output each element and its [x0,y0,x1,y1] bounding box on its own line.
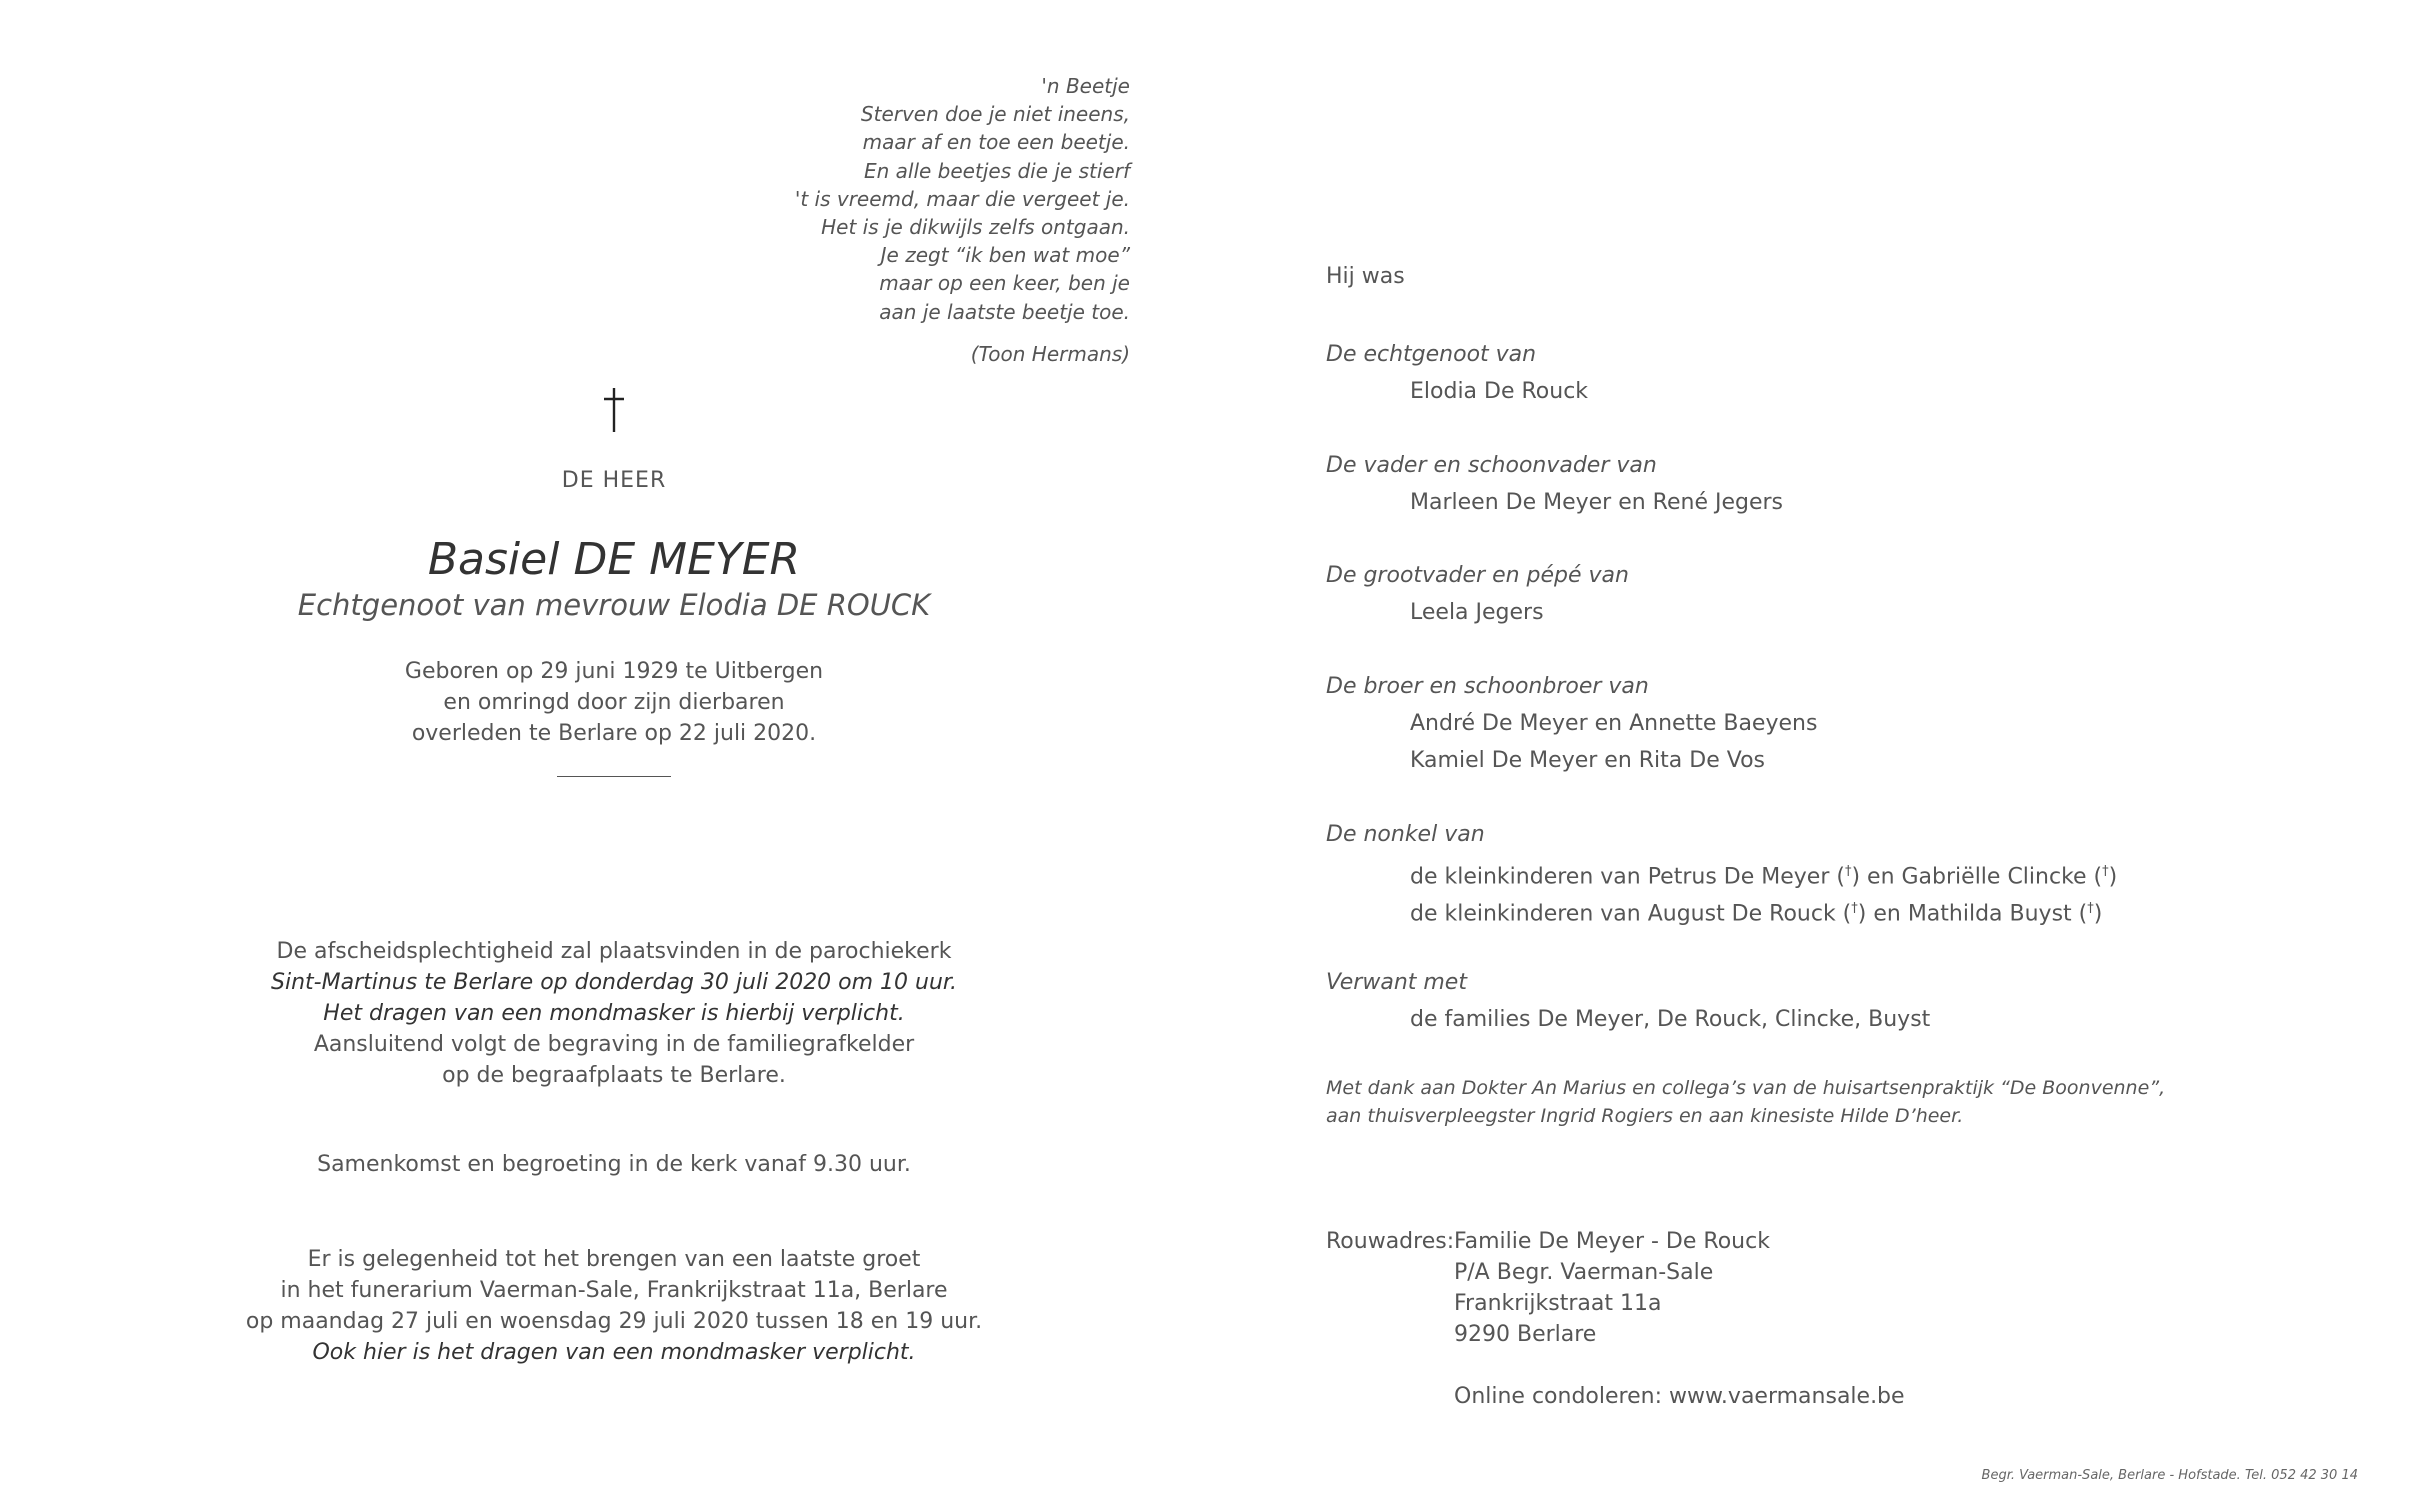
ceremony-info [214,936,1014,1091]
thanks-line: Met dank aan Dokter An Marius en collega’s van de huisartsenpraktijk “De Boonvenne”, [1326,1077,2166,1099]
honorific: DE HEER [561,468,667,493]
birth-line: overleden te Berlare op 22 juli 2020. [411,721,817,746]
thanks-note [1326,1074,2326,1130]
poem-line: Je zegt “ik ben wat moe” [880,243,1130,268]
family-section [1326,447,2326,522]
family-role: De grootvader en pépé van [1326,563,1629,588]
family-role: De vader en schoonvader van [1326,452,1657,478]
poem-line: Sterven doe je niet ineens, [860,102,1130,127]
family-role: Verwant met [1326,969,1467,995]
ceremony-date: Sint-Martinus te Berlare op donderdag 30 juli 2020 om 10 uur. [271,970,957,995]
dagger-icon: † [2102,863,2109,879]
spouse-line: Echtgenoot van mevrouw Elodia DE ROUCK [297,588,931,622]
visit-mask-notice: Ook hier is het dragen van een mondmasker verplicht. [312,1340,916,1365]
family-person: André De Meyer en Annette Baeyens [1410,710,1818,736]
birth-line: Geboren op 29 juni 1929 te Uitbergen [404,659,824,684]
divider [557,776,671,777]
address-line: P/A Begr. Vaerman-Sale [1454,1260,1714,1285]
family-intro: Hij was [1326,264,1405,289]
poem-author: (Toon Hermans) [970,341,1130,366]
birth-line: en omringd door zijn dierbaren [443,690,785,715]
poem-line: maar op een keer, ben je [879,271,1130,296]
thanks-line: aan thuisverpleegster Ingrid Rogiers en aan kinesiste Hilde D’heer. [1326,1105,1964,1127]
dagger-icon: † [1844,863,1852,879]
visit-line: op maandag 27 juli en woensdag 29 juli 2020 tussen 18 en 19 uur. [245,1309,983,1334]
family-role: De echtgenoot van [1326,342,1537,367]
poem-line: aan je laatste beetje toe. [879,299,1130,324]
deceased-name: Basiel DE MEYER [427,534,801,585]
online-condolence: Online condoleren: www.vaermansale.be [1454,1384,1905,1409]
family-list [1326,262,2326,1038]
address-line: Frankrijkstraat 11a [1454,1291,1662,1316]
family-person: de families De Meyer, De Rouck, Clincke, Buyst [1410,1006,1931,1032]
ceremony-line: De afscheidsplechtigheid zal plaatsvinden in de parochiekerk [276,939,952,964]
family-person: de kleinkinderen van Petrus De Meyer (†) en Gabriëlle Clincke (†) [1410,863,2118,889]
dagger-icon: † [1851,901,1858,916]
family-section [1326,336,2326,411]
dagger-icon: † [2087,901,2094,916]
visit-info [214,1244,1014,1368]
address-label: Rouwadres: [1326,1229,1455,1254]
poem-line: 't is vreemd, maar die vergeet je. [794,186,1130,211]
poem-line: maar af en toe een beetje. [862,130,1130,155]
ceremony-line: Aansluitend volgt de begraving in de familiegrafkelder [313,1032,915,1057]
address-line: Familie De Meyer - De Rouck [1454,1229,1770,1254]
poem-line: 'n Beetje [1041,74,1130,98]
poem-line: Het is je dikwijls zelfs ontgaan. [821,215,1130,240]
family-person: Kamiel De Meyer en Rita De Vos [1410,748,1765,773]
mourning-address [1326,1226,2226,1412]
birth-death-info [264,656,964,749]
ceremony-line: op de begraafplaats te Berlare. [442,1063,786,1088]
family-person: Elodia De Rouck [1410,379,1589,404]
meeting-info: Samenkomst en begroeting in de kerk vanaf 9.30 uur. [317,1152,911,1177]
poem [700,72,1130,368]
family-role: De nonkel van [1326,821,1485,847]
address-line: 9290 Berlare [1454,1322,1597,1347]
family-person: Leela Jegers [1410,600,1544,625]
cross-icon [594,386,634,434]
family-section [1326,668,2326,780]
poem-line: En alle beetjes die je stierf [863,158,1130,183]
mask-notice: Het dragen van een mondmasker is hierbij verplicht. [323,1001,905,1026]
family-person: de kleinkinderen van August De Rouck (†) en Mathilda Buyst (†) [1410,901,2103,927]
family-section [1326,964,2326,1039]
family-section [1326,816,2326,928]
funeral-home-footer: Begr. Vaerman-Sale, Berlare - Hofstade. Tel. 052 42 30 14 [1981,1468,2358,1483]
family-role: De broer en schoonbroer van [1326,673,1649,699]
visit-line: Er is gelegenheid tot het brengen van een laatste groet [307,1247,921,1272]
visit-line: in het funerarium Vaerman-Sale, Frankrijkstraat 11a, Berlare [280,1278,948,1303]
family-person: Marleen De Meyer en René Jegers [1410,489,1784,515]
family-section [1326,557,2326,632]
